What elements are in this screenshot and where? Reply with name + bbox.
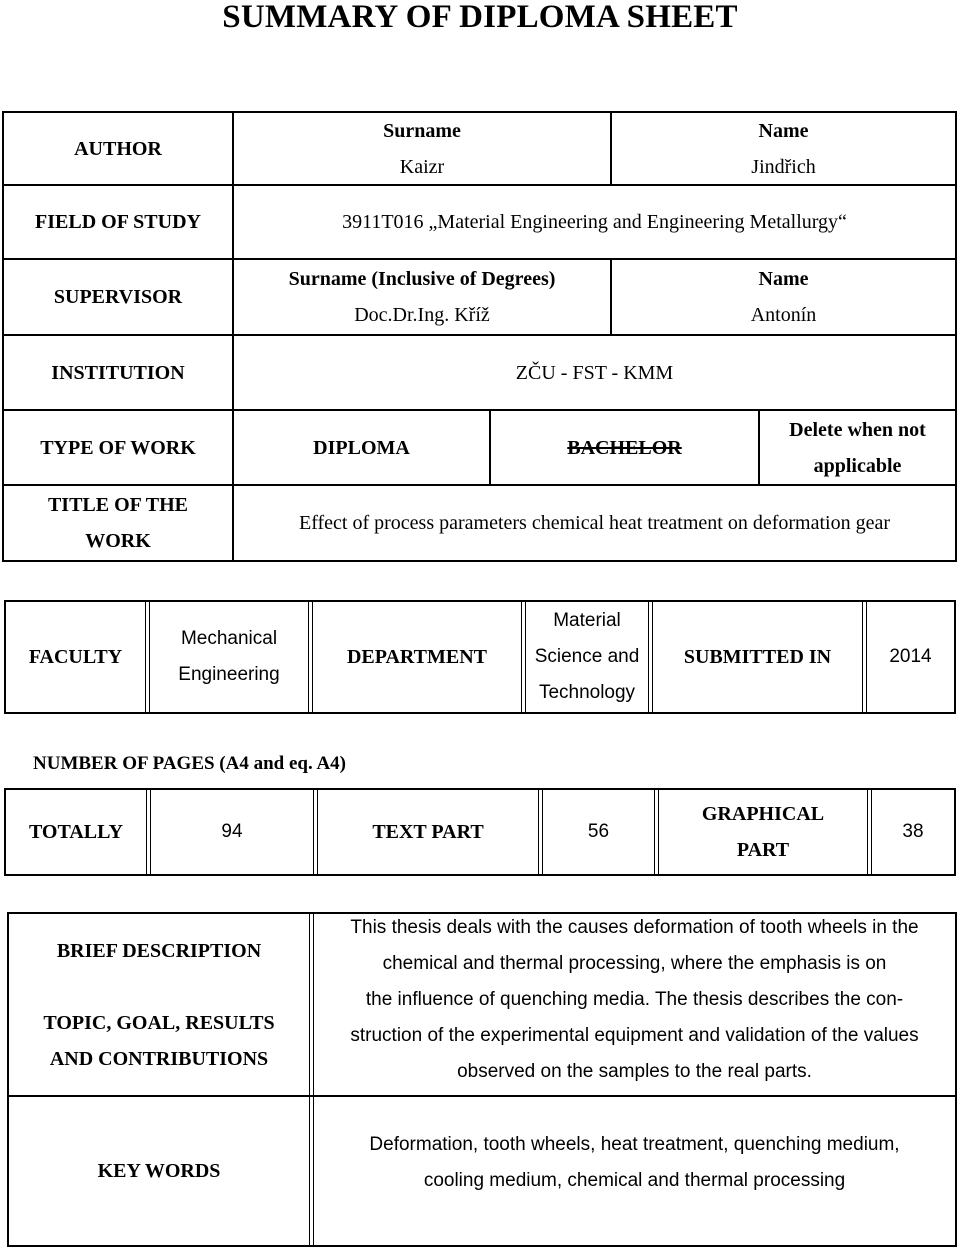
submitted-label: SUBMITTED IN [683,646,832,668]
faculty-value-line-1: Mechanical [180,628,278,649]
name-header: Name [758,119,809,142]
department-value-line-2: Science and [534,646,640,667]
keywords-line: Deformation, tooth wheels, heat treatment, quenching medium, [369,1133,900,1155]
keywords-label: KEY WORDS [97,1160,221,1182]
delete-note-line-2: applicable [813,454,902,477]
description-label-line-3: AND CONTRIBUTIONS [49,1047,269,1070]
field-of-study-value: 3911T016 „Material Engineering and Engineering Metallurgy“ [342,211,847,233]
supervisor-label: SUPERVISOR [53,286,183,308]
title-label-line-1: TITLE OF THE [47,494,189,516]
author-name-cell [612,113,955,184]
title-of-work-value: Effect of process parameters chemical heat treatment on deformation gear [298,512,890,534]
author-label: AUTHOR [74,137,162,160]
delete-note-line-1: Delete when not [789,418,926,441]
faculty-label: FACULTY [28,646,123,668]
department-label: DEPARTMENT [346,646,488,668]
supervisor-surname-cell [234,260,610,334]
graphical-label-line-1: GRAPHICAL [701,803,825,825]
department-value [526,602,648,712]
delete-note [760,411,955,484]
description-line: the influence of quenching media. The thesis describes the con- [365,988,904,1010]
page-title: SUMMARY OF DIPLOMA SHEET [222,0,738,35]
type-of-work-label: TYPE OF WORK [40,436,196,459]
supervisor-surname-header: Surname (Inclusive of Degrees) [288,268,556,290]
type-bachelor [491,411,758,484]
supervisor-name-header: Name [758,268,809,290]
description-label-line-2: TOPIC, GOAL, RESULTS [43,1011,275,1034]
description-text [314,908,955,1091]
type-bachelor-text: BACHELOR [567,436,682,459]
pages-heading: NUMBER OF PAGES (A4 and eq. A4) [33,753,346,774]
author-surname-cell [234,113,610,184]
supervisor-name-cell [612,260,955,334]
text-part-label: TEXT PART [372,821,484,843]
faculty-value [150,602,308,712]
title-label-line-2: WORK [85,530,151,552]
author-name: Jindřich [751,155,816,178]
keywords-line: cooling medium, chemical and thermal processing [423,1169,846,1191]
graphical-label-line-2: PART [736,839,790,861]
description-line: chemical and thermal processing, where the emphasis is on [382,952,887,974]
department-value-line-1: Material [553,610,621,631]
totally-label: TOTALLY [28,821,124,843]
description-line: observed on the samples to the real parts. [457,1060,812,1082]
supervisor-name: Antonín [750,304,817,326]
description-line: This thesis deals with the causes deformation of tooth wheels in the [350,916,919,938]
field-of-study-label: FIELD OF STUDY [35,211,201,233]
supervisor-surname: Doc.Dr.Ing. Kříž [354,304,490,326]
type-diploma: DIPLOMA [313,436,410,459]
description-line: struction of the experimental equipment and validation of the values [350,1024,919,1046]
description-label [9,914,309,1095]
department-value-line-3: Technology [538,682,636,703]
text-part-value: 56 [587,821,610,842]
submitted-value: 2014 [889,646,932,667]
author-surname: Kaizr [399,155,445,178]
totally-value: 94 [221,821,243,842]
description-label-line-1: BRIEF DESCRIPTION [56,939,262,962]
institution-label: INSTITUTION [51,361,185,384]
graphical-part-value: 38 [902,821,924,842]
graphical-part-label [659,790,867,874]
surname-header: Surname [383,119,461,142]
keywords-text [314,1097,955,1228]
institution-value: ZČU - FST - KMM [515,361,674,384]
faculty-value-line-2: Engineering [178,664,280,685]
title-of-work-label [4,486,232,560]
